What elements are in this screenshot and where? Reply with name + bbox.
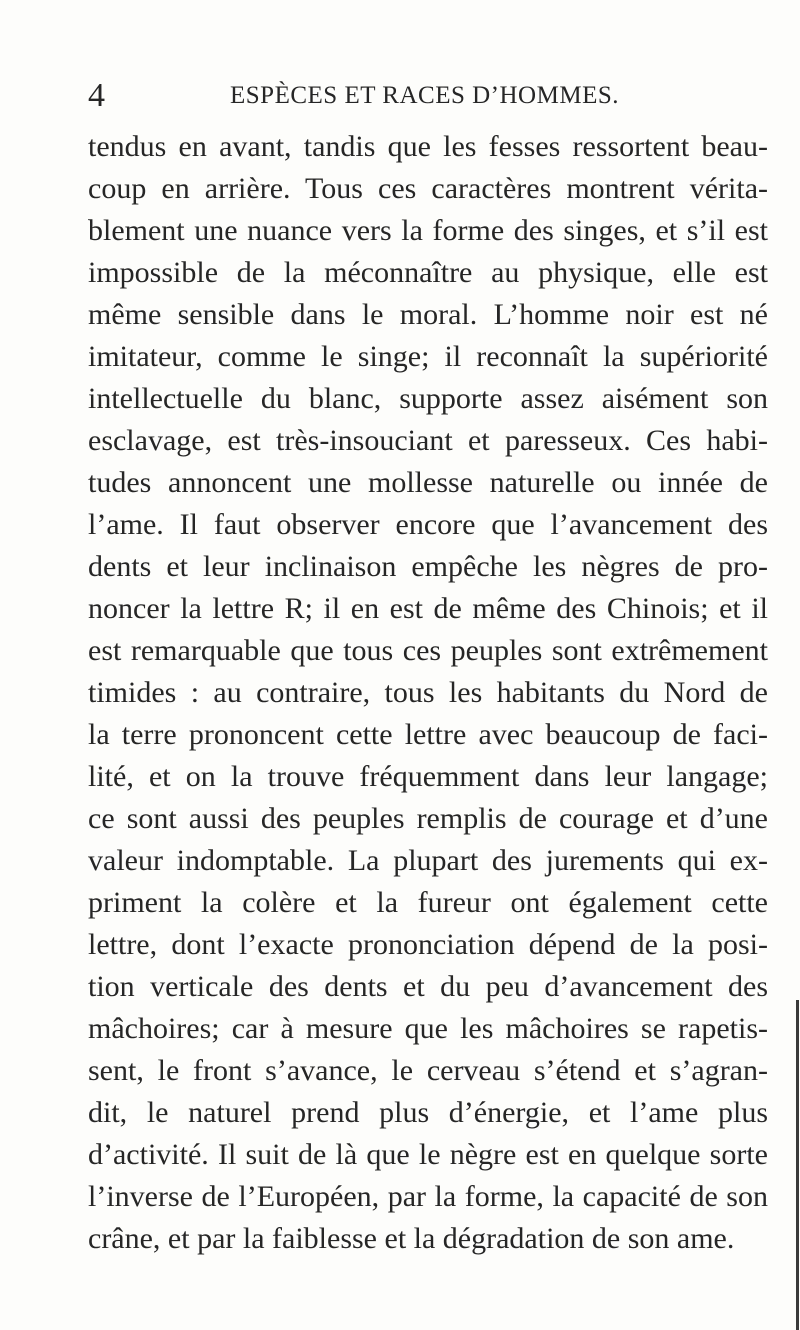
text-line: l’ame. Il faut observer encore que l’avancement des [88,508,768,541]
text-line: sent, le front s’avance, le cerveau s’étend et s’agran- [88,1054,768,1087]
text-line: priment la colère et la fureur ont également cette [88,886,768,919]
text-line: dit, le naturel prend plus d’énergie, et l’ame plus [88,1096,768,1129]
text-line: même sensible dans le moral. L’homme noir est né [88,298,768,331]
text-line: d’activité. Il suit de là que le nègre est en quelque sorte [88,1138,768,1171]
page-number: 4 [88,77,105,114]
text-line: la terre prononcent cette lettre avec beaucoup de faci- [88,718,768,751]
text-line: timides : au contraire, tous les habitants du Nord de [88,676,768,709]
scan-edge-shadow [796,1000,799,1330]
text-line: valeur indomptable. La plupart des jurements qui ex- [88,844,768,877]
text-line: tion verticale des dents et du peu d’avancement des [88,970,768,1003]
text-line: lité, et on la trouve fréquemment dans leur langage; [88,760,768,793]
text-line: blement une nuance vers la forme des singes, et s’il est [88,214,768,247]
text-line: esclavage, est très-insouciant et paresseux. Ces habi- [88,424,768,457]
text-line: noncer la lettre R; il en est de même des Chinois; et il [88,592,768,625]
text-line: ce sont aussi des peuples remplis de courage et d’une [88,802,768,835]
text-line: impossible de la méconnaître au physique, elle est [88,256,768,289]
text-line: coup en arrière. Tous ces caractères montrent vérita- [88,172,768,205]
text-line: intellectuelle du blanc, supporte assez aisément son [88,382,768,415]
running-head: ESPÈCES ET RACES D’HOMMES. [230,82,619,109]
text-line: mâchoires; car à mesure que les mâchoires se rapetis- [88,1012,768,1045]
page-header [88,76,768,116]
text-line: lettre, dont l’exacte prononciation dépend de la posi- [88,928,768,961]
text-line: est remarquable que tous ces peuples sont extrêmement [88,634,768,667]
text-line: l’inverse de l’Européen, par la forme, la capacité de son [88,1180,768,1213]
text-line: tudes annoncent une mollesse naturelle ou innée de [88,466,768,499]
text-line: imitateur, comme le singe; il reconnaît la supériorité [88,340,768,373]
text-line: crâne, et par la faiblesse et la dégradation de son ame. [88,1222,735,1255]
text-line: dents et leur inclinaison empêche les nègres de pro- [88,550,768,583]
body-text [88,126,768,1260]
text-line: tendus en avant, tandis que les fesses ressortent beau- [88,130,768,163]
